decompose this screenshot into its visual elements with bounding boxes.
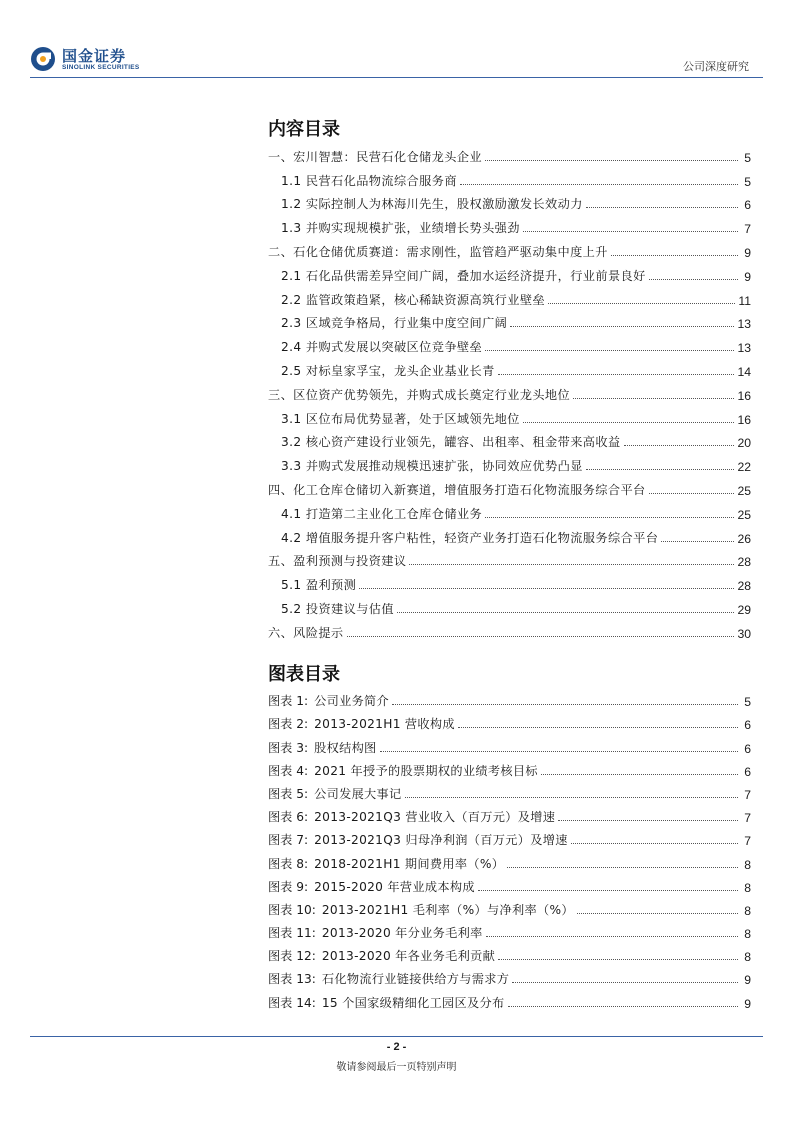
toc-entry-label: 3.1 区位布局优势显著，处于区域领先地位 (281, 411, 520, 426)
toc-entry-page: 26 (737, 531, 751, 546)
dot-leader (405, 797, 738, 798)
toc-entry-page: 13 (737, 341, 751, 356)
page-number: - 2 - (386, 1041, 407, 1053)
toc-entry[interactable] (268, 593, 751, 617)
figure-entry[interactable] (268, 872, 751, 895)
figure-entry-number: 图表 5: (268, 786, 309, 801)
header-divider (30, 77, 763, 78)
figure-entry-page: 6 (744, 764, 751, 779)
dot-leader (624, 445, 735, 446)
brand-logo (30, 44, 180, 76)
dot-leader (485, 517, 734, 518)
figure-entry[interactable] (268, 895, 751, 918)
dot-leader (392, 704, 738, 705)
figure-entry-number: 图表 8: (268, 856, 309, 871)
toc-entry-page: 25 (737, 483, 751, 498)
figure-entry-number: 图表 2: (268, 717, 309, 732)
dot-leader (548, 303, 735, 304)
toc-entry-label: 2.1 石化品供需差异空间广阔，叠加水运经济提升，行业前景良好 (281, 268, 646, 283)
toc-entry[interactable] (268, 236, 751, 260)
toc-entry-page: 30 (737, 626, 751, 641)
dot-leader (498, 959, 738, 960)
toc-entry[interactable] (268, 474, 751, 498)
toc-entry[interactable] (268, 617, 751, 641)
disclaimer: 敬请参阅最后一页特别声明 (336, 1062, 457, 1073)
dot-leader (510, 326, 734, 327)
toc-entry-label: 三、区位资产优势领先，并购式成长奠定行业龙头地位 (268, 387, 571, 402)
dot-leader (573, 398, 734, 399)
toc-entry[interactable] (268, 569, 751, 593)
figure-entry-number: 图表 6: (268, 810, 309, 825)
figure-entry-number: 图表 1: (268, 694, 309, 709)
toc-entry-label: 5.1 盈利预测 (281, 578, 357, 593)
figure-entry-number: 图表 7: (268, 833, 309, 848)
dot-leader (347, 636, 735, 637)
toc-entry[interactable] (268, 165, 751, 189)
figure-entry-page: 8 (744, 857, 751, 872)
figure-entry[interactable] (268, 918, 751, 941)
toc-entry-page: 25 (737, 507, 751, 522)
figure-entry-label: 2013-2021Q3 归母净利润（百万元）及增速 (314, 833, 568, 848)
figure-entry-page: 9 (744, 973, 751, 988)
dot-leader (397, 612, 734, 613)
figure-entry-label: 2013-2021H1 毛利率（%）与净利率（%） (321, 902, 574, 917)
dot-leader (380, 751, 738, 752)
figure-entry-number: 图表 14: (268, 995, 316, 1010)
dot-leader (649, 279, 738, 280)
figure-entry-number: 图表 11: (268, 926, 316, 941)
figure-entry-page: 5 (744, 695, 751, 710)
dot-leader (485, 160, 738, 161)
toc-entry-label: 3.2 核心资产建设行业领先，罐容、出租率、租金带来高收益 (281, 435, 621, 450)
figure-entry-page: 7 (744, 811, 751, 826)
toc-entry-page: 7 (744, 222, 751, 237)
dot-leader (486, 936, 738, 937)
toc-entry-label: 4.1 打造第二主业化工仓库仓储业务 (281, 506, 483, 521)
toc-entry-label: 1.2 实际控制人为林海川先生，股权激励激发长效动力 (281, 197, 583, 212)
dot-leader (460, 184, 738, 185)
figure-entry[interactable] (268, 709, 751, 732)
figure-entry-number: 图表 13: (268, 972, 316, 987)
dot-leader (485, 350, 734, 351)
figure-entry-number: 图表 3: (268, 740, 309, 755)
figure-entry[interactable] (268, 802, 751, 825)
toc-entry-label: 2.2 监管政策趋紧，核心稀缺资源高筑行业壁垒 (281, 292, 546, 307)
list-of-figures (268, 686, 751, 1011)
figures-title: 图表目录 (268, 664, 340, 685)
toc-entry-page: 28 (737, 555, 751, 570)
dot-leader (571, 843, 738, 844)
footer-divider (30, 1036, 763, 1037)
toc-entry[interactable] (268, 379, 751, 403)
toc-entry-label: 四、化工仓库仓储切入新赛道，增值服务打造石化物流服务综合平台 (268, 482, 646, 497)
dot-leader (611, 255, 738, 256)
dot-leader (478, 890, 738, 891)
figure-entry[interactable] (268, 732, 751, 755)
figure-entry-label: 2018-2021H1 期间费用率（%） (314, 856, 505, 871)
toc-entry-label: 5.2 投资建议与估值 (281, 601, 394, 616)
toc-entry-page: 22 (737, 460, 751, 475)
toc-entry-label: 2.5 对标皇家孚宝，龙头企业基业长青 (281, 363, 495, 378)
dot-leader (586, 207, 738, 208)
toc-entry-page: 13 (737, 317, 751, 332)
toc-entry-label: 1.1 民营石化品物流综合服务商 (281, 173, 457, 188)
dot-leader (577, 913, 738, 914)
dot-leader (409, 564, 734, 565)
figure-entry[interactable] (268, 779, 751, 802)
toc-entry-page: 11 (738, 293, 751, 308)
figure-entry-label: 2015-2020 年营业成本构成 (314, 879, 475, 894)
toc-entry-page: 20 (737, 436, 751, 451)
figure-entry-page: 7 (744, 787, 751, 802)
toc-entry[interactable] (268, 403, 751, 427)
toc-entry[interactable] (268, 522, 751, 546)
dot-leader (558, 820, 738, 821)
toc-entry-page: 16 (737, 412, 751, 427)
toc-entry-label: 五、盈利预测与投资建议 (268, 554, 407, 569)
toc-entry-page: 28 (737, 579, 751, 594)
figure-entry-label: 股权结构图 (314, 740, 377, 755)
toc-entry[interactable] (268, 141, 751, 165)
figure-entry-label: 2021 年授予的股票期权的业绩考核目标 (314, 763, 538, 778)
toc-entry-label: 3.3 并购式发展推动规模迅速扩张，协同效应优势凸显 (281, 459, 583, 474)
figure-entry-label: 2013-2021H1 营收构成 (314, 717, 455, 732)
toc-entry-label: 2.4 并购式发展以突破区位竞争壁垒 (281, 340, 483, 355)
toc-entry[interactable] (268, 331, 751, 355)
figure-entry-number: 图表 9: (268, 879, 309, 894)
figure-entry[interactable] (268, 756, 751, 779)
toc-entry[interactable] (268, 189, 751, 213)
toc-entry[interactable] (268, 355, 751, 379)
toc-entry[interactable] (268, 260, 751, 284)
toc-entry[interactable] (268, 284, 751, 308)
figure-entry-page: 8 (744, 927, 751, 942)
dot-leader (649, 493, 735, 494)
figure-entry-page: 6 (744, 718, 751, 733)
figure-entry-label: 公司业务简介 (314, 694, 390, 709)
figure-entry[interactable] (268, 686, 751, 709)
figure-entry-number: 图表 4: (268, 763, 309, 778)
figure-entry[interactable] (268, 987, 751, 1010)
figure-entry-number: 图表 10: (268, 902, 316, 917)
dot-leader (458, 727, 738, 728)
dot-leader (586, 469, 735, 470)
figure-entry[interactable] (268, 848, 751, 871)
toc-entry-page: 16 (737, 388, 751, 403)
figure-entry-page: 9 (744, 996, 751, 1011)
toc-entry-page: 5 (744, 150, 751, 165)
toc-entry-label: 1.3 并购实现规模扩张，业绩增长势头强劲 (281, 221, 520, 236)
toc-entry-label: 2.3 区域竞争格局，行业集中度空间广阔 (281, 316, 508, 331)
figure-entry[interactable] (268, 964, 751, 987)
toc-entry-page: 29 (737, 602, 751, 617)
contents-title: 内容目录 (268, 119, 340, 140)
toc-entry-page: 6 (744, 198, 751, 213)
dot-leader (498, 374, 735, 375)
figure-entry-label: 15 个国家级精细化工园区及分布 (321, 995, 505, 1010)
page-header (0, 0, 793, 80)
report-type: 公司深度研究 (683, 61, 749, 73)
figure-entry[interactable] (268, 941, 751, 964)
table-of-contents (268, 141, 751, 641)
figure-entry-number: 图表 12: (268, 949, 316, 964)
toc-entry[interactable] (268, 498, 751, 522)
toc-entry[interactable] (268, 212, 751, 236)
toc-entry-label: 六、风险提示 (268, 625, 344, 640)
toc-entry[interactable] (268, 546, 751, 570)
dot-leader (541, 774, 738, 775)
brand-name-en: SINOLINK SECURITIES (62, 64, 140, 71)
sinolink-logo-icon (30, 46, 56, 72)
toc-entry-label: 4.2 增值服务提升客户粘性，轻资产业务打造石化物流服务综合平台 (281, 530, 659, 545)
dot-leader (507, 867, 738, 868)
figure-entry-label: 2013-2020 年各业务毛利贡献 (321, 949, 496, 964)
toc-entry-page: 5 (744, 174, 751, 189)
dot-leader (508, 1006, 739, 1007)
dot-leader (661, 541, 734, 542)
figure-entry-label: 公司发展大事记 (314, 786, 402, 801)
toc-entry-page: 9 (744, 269, 751, 284)
toc-entry[interactable] (268, 427, 751, 451)
figure-entry-page: 7 (744, 834, 751, 849)
dot-leader (512, 982, 738, 983)
figure-entry-label: 2013-2021Q3 营业收入（百万元）及增速 (314, 810, 556, 825)
toc-entry-label: 一、宏川智慧：民营石化仓储龙头企业 (268, 149, 482, 164)
figure-entry[interactable] (268, 825, 751, 848)
figure-entry-page: 8 (744, 880, 751, 895)
figure-entry-page: 8 (744, 950, 751, 965)
figure-entry-label: 2013-2020 年分业务毛利率 (321, 926, 483, 941)
figure-entry-label: 石化物流行业链接供给方与需求方 (321, 972, 510, 987)
toc-entry-label: 二、石化仓储优质赛道：需求刚性，监管趋严驱动集中度上升 (268, 244, 608, 259)
figure-entry-page: 8 (744, 903, 751, 918)
figure-entry-page: 6 (744, 741, 751, 756)
dot-leader (359, 588, 734, 589)
brand-name-cn: 国金证券 (62, 48, 127, 65)
dot-leader (523, 422, 735, 423)
toc-entry[interactable] (268, 450, 751, 474)
toc-entry[interactable] (268, 308, 751, 332)
dot-leader (523, 231, 738, 232)
toc-entry-page: 9 (744, 245, 751, 260)
toc-entry-page: 14 (737, 364, 751, 379)
